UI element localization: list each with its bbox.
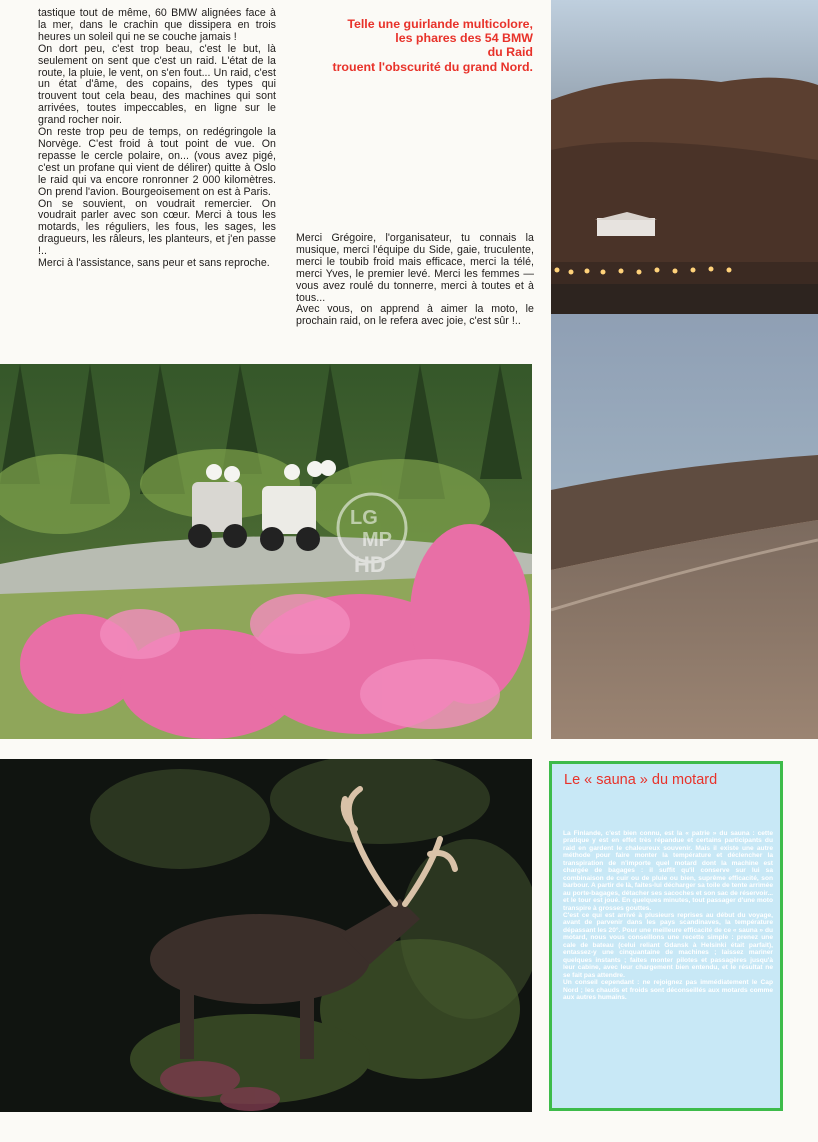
paragraph: Avec vous, on apprend à aimer la moto, le prochain raid, on le refera avec joie, c'est sûr !..	[296, 303, 534, 328]
photo-bikers-fireweed	[0, 364, 532, 739]
sidebar-paragraph: C'est ce qui est arrivé à plusieurs reprises au début du voyage, avant de parvenir dans les pays scandinaves, la température dépassant les 20°. Pour une meilleure efficacité de ce « sauna » du motard, nous vous conseillons une recette simple : prenez une cale de bateau (celui reliant Gdansk à Helsinki était parfait), entassez-y une cinquantaine de machines ; laissez mariner quelques instants ; faites monter pilotes et passagères jusqu'à leur cabine, avec leur chargement bien entendu, et le résultat ne se fait pas attendre.	[563, 911, 773, 979]
article-column-right	[296, 233, 534, 328]
paragraph: Merci Grégoire, l'organisateur, tu connais la musique, merci l'équipe du Side, gaie, truculente, merci le toubib froid mais efficace, merci la télé, merci Yves, le premier levé. Merci les femmes — vous avez roulé du tonnerre, merci à toutes et à tous...	[296, 232, 534, 304]
sidebar-title: Le « sauna » du motard	[564, 772, 718, 788]
paragraph: Merci à l'assistance, sans peur et sans reproche.	[38, 257, 270, 270]
sidebar-paragraph: La Finlande, c'est bien connu, est la « patrie » du sauna : cette pratique y est en effet très répandue et certains participants du raid en gardent le chaleureux souvenir. Mais il existe une autre méthode pour faire monter la température et déclencher la transpiration de n'importe quel motard dont la machine est chargée de bagages : il suffit qu'il conserve sur lui sa combinaison de cuir ou de pluie ou bien, suprême efficacité, son barbour. A partir de là, faites-lui décharger sa toile de tente arrimée au porte-bagages, détacher ses sacoches et son sac de réservoir... et le tour est joué. En quelques minutes, tout passager d'une moto transpire à grosses gouttes.	[563, 830, 773, 912]
photo-night-road	[551, 0, 818, 739]
article-column-left	[38, 8, 276, 270]
paragraph: On reste trop peu de temps, on redégringole la Norvège. C'est froid à tout point de vue. On repasse le cercle polaire, on... (vous avez pigé, c'est un profane qui vient de délirer) quitte à Oslo le raid qui va encore ronronner 2 000 kilomètres. On prend l'avion. Bourgeoisement on est à Paris.	[38, 126, 276, 198]
watermark-logo	[330, 488, 414, 580]
photo-caption: Telle une guirlande multicolore, les phares des 54 BMW du Raid trouent l'obscurité du grand Nord.	[332, 17, 533, 74]
paragraph: tastique tout de même, 60 BMW alignées face à la mer, dans le crachin que dissipera en trois heures un soleil qui ne se couche jamais !	[38, 7, 276, 43]
sidebar-box-sauna	[549, 761, 783, 1111]
paragraph: On se souvient, on voudrait remercier. On voudrait parler avec son cœur. Merci à tous les motards, les réguliers, les fous, les sages, les dragueurs, les râleurs, les planteurs, et j'en passe !..	[38, 197, 276, 258]
watermark-text-2: MP	[362, 529, 392, 551]
watermark-text-3: HD	[354, 552, 386, 577]
photo-reindeer	[0, 759, 532, 1112]
watermark-text-1: LG	[350, 507, 378, 529]
sidebar-paragraph: Un conseil cependant : ne rejoignez pas immédiatement le Cap Nord ; les chauds et froids sont déconseillés aux motards comme aux autres humains.	[563, 979, 773, 1001]
sidebar-text	[563, 830, 773, 1001]
paragraph: On dort peu, c'est trop beau, c'est le but, là seulement on sent que c'est un raid. L'état de la route, la pluie, le vent, on s'en fout... Un raid, c'est un état d'âme, des copains, des types qui trouvent tout cela beau, des machines qui sont arrivées, toutes impeccables, en ligne sur le grand rocher noir.	[38, 42, 276, 127]
